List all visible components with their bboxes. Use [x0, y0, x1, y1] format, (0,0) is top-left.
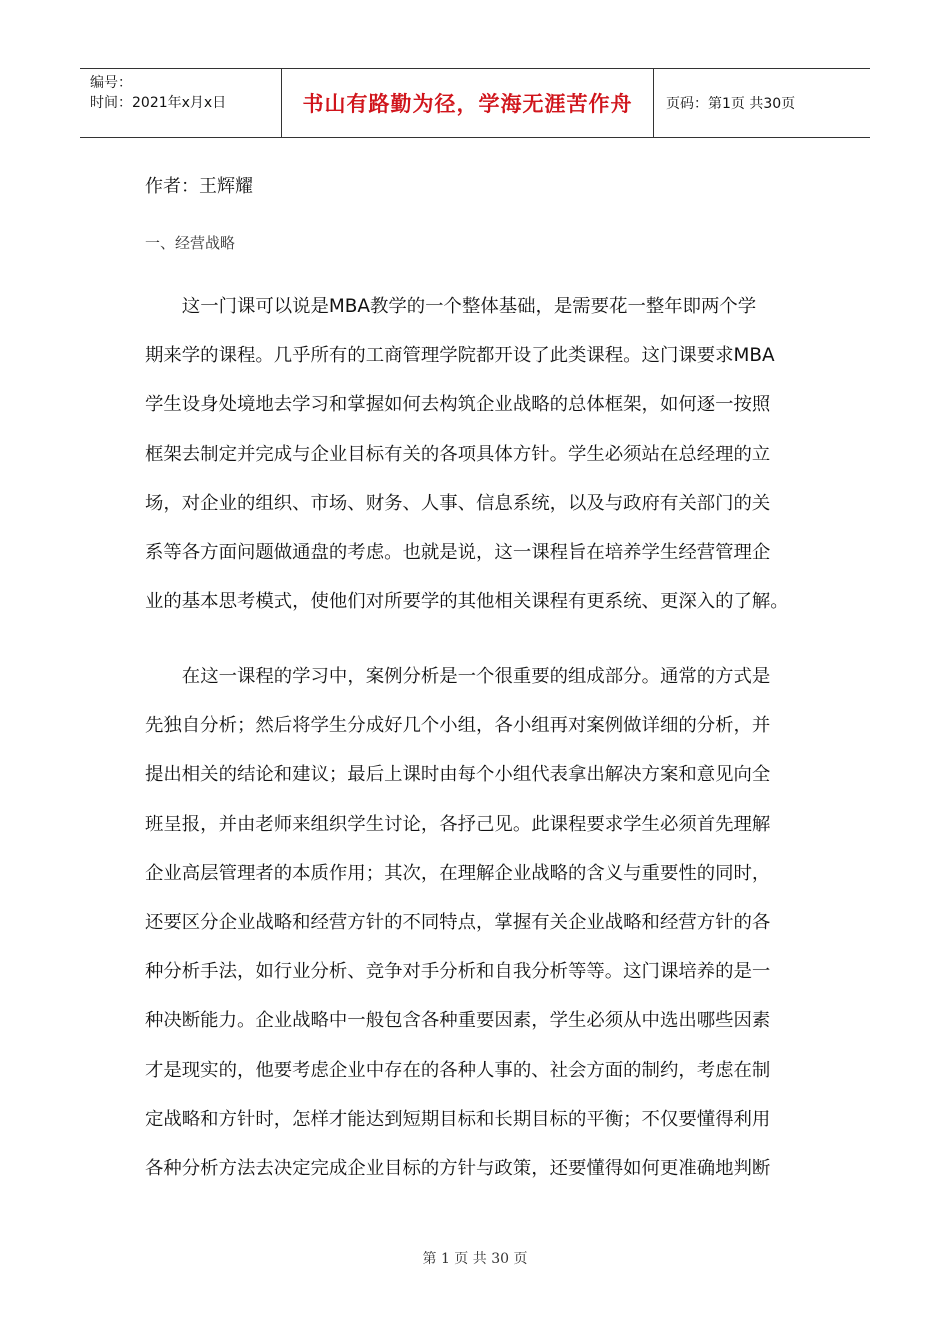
paragraph-line: 还要区分企业战略和经营方针的不同特点，掌握有关企业战略和经营方针的各 [145, 912, 771, 934]
paragraph-line: 框架去制定并完成与企业目标有关的各项具体方针。学生必须站在总经理的立 [145, 443, 771, 465]
number-label: 编号： [90, 75, 132, 91]
paragraph-line: 提出相关的结论和建议；最后上课时由每个小组代表拿出解决方案和意见向全 [145, 764, 771, 786]
header-table [80, 68, 870, 138]
header-meta [80, 69, 282, 137]
motto: 书山有路勤为径，学海无涯苦作舟 [302, 91, 633, 116]
paragraph-line: 种决断能力。企业战略中一般包含各种重要因素，学生必须从中选出哪些因素 [145, 1010, 771, 1032]
page-info: 页码：第1页 共30页 [666, 96, 796, 112]
paragraph-line: 定战略和方针时，怎样才能达到短期目标和长期目标的平衡；不仅要懂得利用 [145, 1108, 771, 1130]
header-page-info-cell [654, 69, 870, 137]
paragraph-line: 期来学的课程。几乎所有的工商管理学院都开设了此类课程。这门课要求MBA [145, 345, 775, 367]
paragraph-line: 种分析手法，如行业分析、竞争对手分析和自我分析等等。这门课培养的是一 [145, 961, 771, 983]
time-label: 时间：2021年x月x日 [90, 95, 227, 111]
page-footer: 第 1 页 共 30 页 [422, 1251, 528, 1267]
author: 作者：王辉耀 [145, 176, 253, 197]
paragraph-line: 才是现实的，他要考虑企业中存在的各种人事的、社会方面的制约，考虑在制 [145, 1059, 771, 1081]
paragraph-2 [145, 652, 810, 1193]
header-motto-cell [282, 69, 654, 137]
paragraph-1 [145, 282, 810, 626]
paragraph-line: 场，对企业的组织、市场、财务、人事、信息系统，以及与政府有关部门的关 [145, 492, 771, 514]
paragraph-line: 在这一课程的学习中，案例分析是一个很重要的组成部分。通常的方式是 [181, 666, 771, 687]
paragraph-line: 这一门课可以说是MBA教学的一个整体基础，是需要花一整年即两个学 [181, 296, 757, 317]
paragraph-line: 学生设身处境地去学习和掌握如何去构筑企业战略的总体框架，如何逐一按照 [145, 394, 771, 416]
paragraph-line: 先独自分析；然后将学生分成好几个小组，各小组再对案例做详细的分析，并 [145, 715, 771, 737]
paragraph-line: 班呈报，并由老师来组织学生讨论，各抒己见。此课程要求学生必须首先理解 [145, 813, 771, 835]
section-title: 一、经营战略 [145, 234, 236, 252]
paragraph-line: 企业高层管理者的本质作用；其次，在理解企业战略的含义与重要性的同时， [145, 862, 771, 884]
paragraph-line: 系等各方面问题做通盘的考虑。也就是说，这一课程旨在培养学生经营管理企 [145, 542, 771, 564]
paragraph-line: 业的基本思考模式，使他们对所要学的其他相关课程有更系统、更深入的了解。 [145, 591, 789, 613]
paragraph-line: 各种分析方法去决定完成企业目标的方针与政策，还要懂得如何更准确地判断 [145, 1158, 771, 1180]
